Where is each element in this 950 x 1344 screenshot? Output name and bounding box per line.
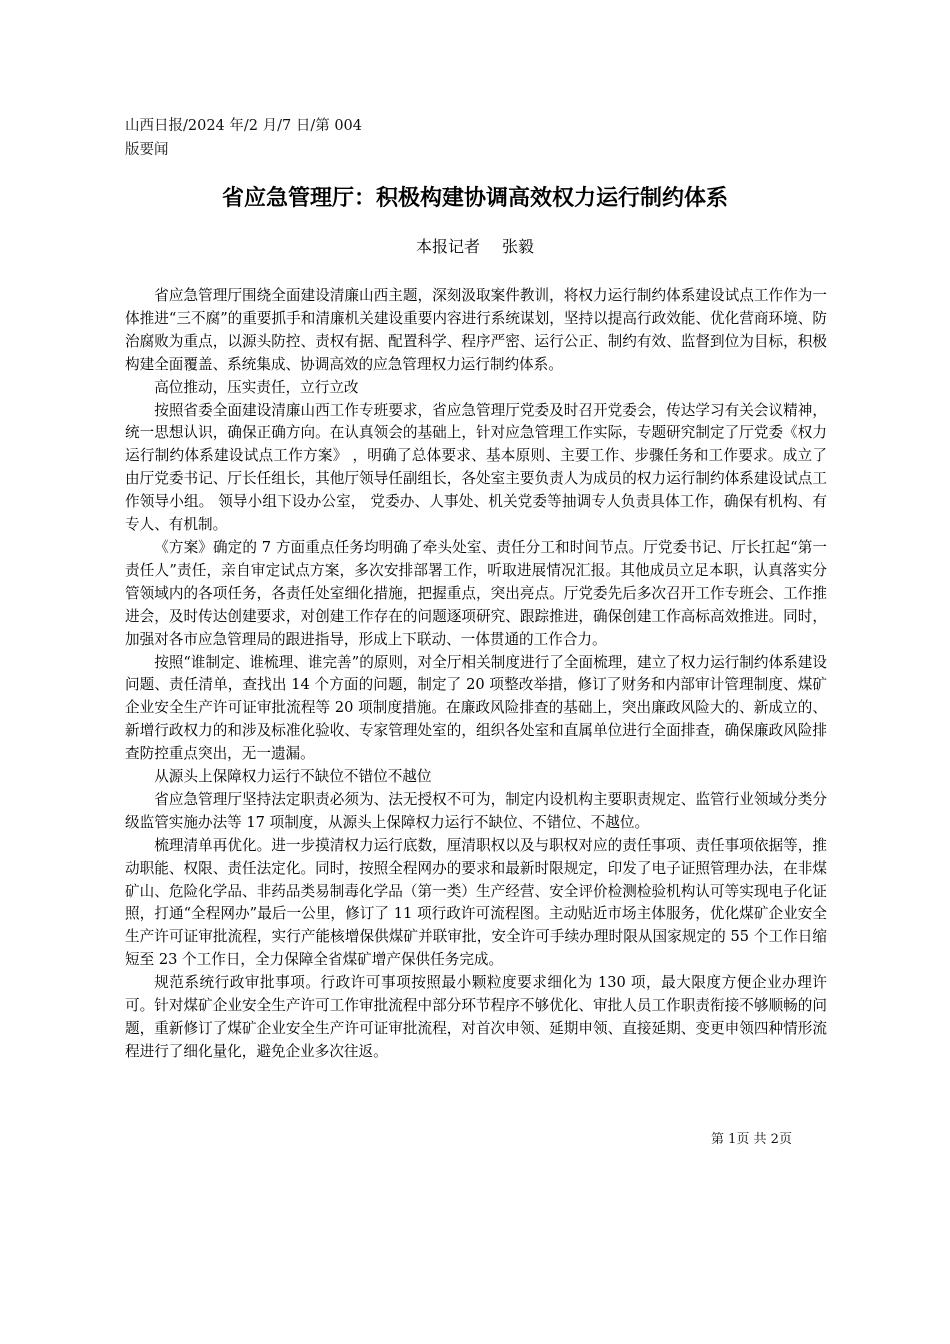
paragraph: 省应急管理厅坚持法定职责必须为、法无授权不可为，制定内设机构主要职责规定、监管行业领域分类分级监管实施办法等 17 项制度，从源头上保障权力运行不缺位、不错位、不越位。 <box>125 790 827 831</box>
paragraph: 按照“谁制定、谁梳理、谁完善”的原则，对全厅相关制度进行了全面梳理，建立了权力运行制约体系建设问题、责任清单，查找出 14 个方面的问题，制定了 20 项整改举措，修订了财务和内部审计管理制度、煤矿企业安全生产许可证审批流程等 20 项制度措施。在廉政风险排查的基础上，突出廉政风险大的、新成立的、新增行政权力的和涉及标准化验收、专家管理处室的，组织各处室和直属单位进行全面排查，确保廉政风险排查防控重点突出，无一遗漏。 <box>125 653 827 763</box>
source-publication: 山西日报/2024 年/2 月/7 日/第 004 <box>125 118 363 134</box>
byline <box>0 233 950 261</box>
paragraph: 规范系统行政审批事项。行政许可事项按照最小颗粒度要求细化为 130 项，最大限度方便企业办理许可。针对煤矿企业安全生产许可工作审批流程中部分环节程序不够优化、审批人员工作职责衔接不够顺畅的问题，重新修订了煤矿企业安全生产许可证审批流程，对首次申领、延期申领、直接延期、变更申领四种情形流程进行了细化量化，避免企业多次往返。 <box>125 974 827 1060</box>
article-body <box>125 285 827 1064</box>
paragraph: 梳理清单再优化。进一步摸清权力运行底数，厘清职权以及与职权对应的责任事项、责任事项依据等，推动职能、权限、责任法定化。同时，按照全程网办的要求和最新时限规定，印发了电子证照管理办法，在非煤矿山、危险化学品、非药品类易制毒化学品（第一类）生产经营、安全评价检测检验机构认可等实现电子化证照，打通“全程网办”最后一公里，修订了 11 项行政许可流程图。主动贴近市场主体服务，优化煤矿企业安全生产许可证审批流程，实行产能核增保供煤矿并联审批，安全许可手续办理时限从国家规定的 55 个工作日缩短至 23 个工作日，全力保障全省煤矿增产保供任务完成。 <box>125 836 827 969</box>
section-heading: 从源头上保障权力运行不缺位不错位不越位 <box>154 768 432 786</box>
byline-name: 张毅 <box>502 237 535 256</box>
paragraph: 《方案》确定的 7 方面重点任务均明确了牵头处室、责任分工和时间节点。厅党委书记、厅长扛起“第一责任人”责任，亲自审定试点方案，多次安排部署工作，听取进展情况汇报。其他成员立足本职，认真落实分管领域内的各项任务，各责任处室细化措施，把握重点，突出亮点。厅党委先后多次召开工作专班会、工作推进会，及时传达创建要求，对创建工作存在的问题逐项研究、跟踪推进，确保创建工作高标高效推进。同时，加强对各市应急管理局的跟进指导，形成上下联动、一体贯通的工作合力。 <box>125 538 827 648</box>
page-number: 第 1页 共 2页 <box>711 1132 792 1147</box>
source-section: 版要闻 <box>125 142 169 158</box>
paragraph: 按照省委全面建设清廉山西工作专班要求，省应急管理厅党委及时召开党委会，传达学习有关会议精神，统一思想认识，确保正确方向。在认真领会的基础上，针对应急管理工作实际，专题研究制定了厅党委《权力运行制约体系建设试点工作方案》 ，明确了总体要求、基本原则、主要工作、步骤任务和工作要求。成立了由厅党委书记、厅长任组长，其他厅领导任副组长，各处室主要负责人为成员的权力运行制约体系建设试点工作领导小组。 领导小组下设办公室， 党委办、人事处、机关党委等抽调专人负责具体工作，确保有机构、有专人、有机制。 <box>125 401 827 534</box>
paragraph: 省应急管理厅围绕全面建设清廉山西主题，深刻汲取案件教训，将权力运行制约体系建设试点工作作为一体推进“三不腐”的重要抓手和清廉机关建设重要内容进行系统谋划，坚持以提高行政效能、优化营商环境、防治腐败为重点，以源头防控、责权有据、配置科学、程序严密、运行公正、制约有效、监督到位为目标，积极构建全面覆盖、系统集成、协调高效的应急管理权力运行制约体系。 <box>125 287 827 373</box>
source-line <box>125 114 362 162</box>
article-title: 省应急管理厅：积极构建协调高效权力运行制约体系 <box>221 186 728 211</box>
section-heading: 高位推动，压实责任，立行立改 <box>154 378 359 396</box>
byline-role: 本报记者 <box>415 237 480 256</box>
